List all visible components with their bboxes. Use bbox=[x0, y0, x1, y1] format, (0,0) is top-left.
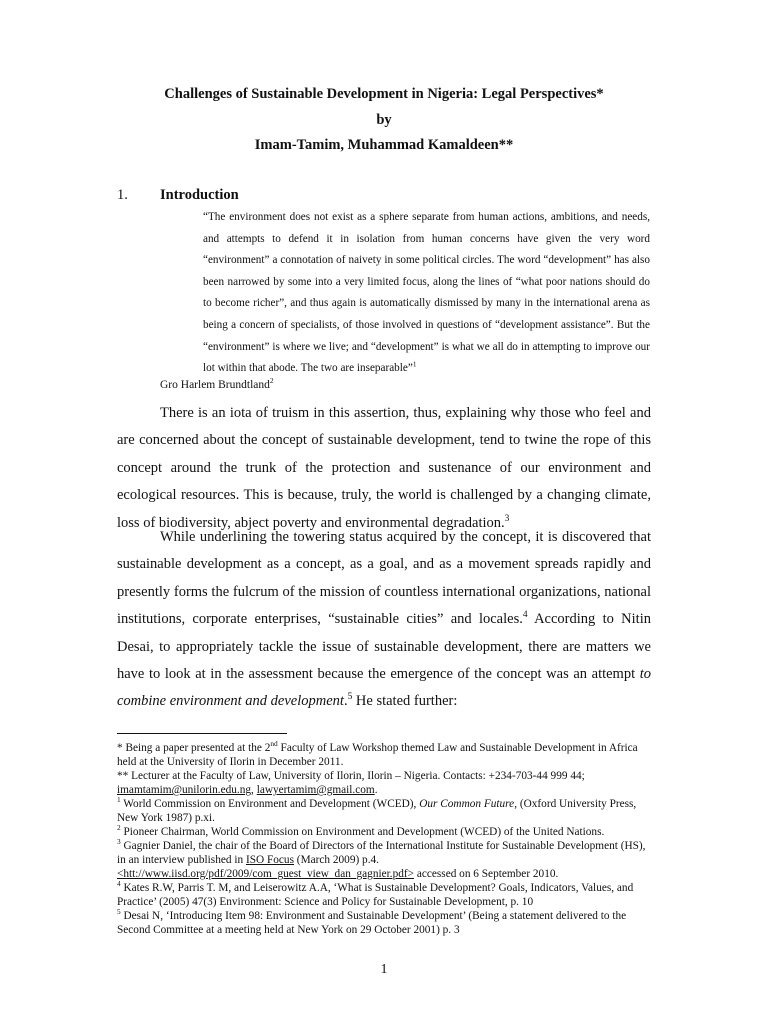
attribution-name: Gro Harlem Brundtland bbox=[160, 379, 270, 391]
footnote-3-text-a: Gagnier Daniel, the chair of the Board of Directors of the International Institute for Sustainable Development (HS), in an interview published in bbox=[117, 840, 646, 866]
email-end: . bbox=[374, 784, 378, 796]
section-number: 1. bbox=[117, 187, 128, 203]
footnote-4-text: Kates R.W, Parris T. M, and Leiserowitz A.A, ‘What is Sustainable Development? Goals, Indicators, Values, and Practice’ (2005) 47(3) Environment: Science and Policy for Sustainable Development, p. 10 bbox=[117, 882, 634, 908]
paper-title: Challenges of Sustainable Development in Nigeria: Legal Perspectives* bbox=[164, 86, 604, 102]
footnote-5-number: 5 bbox=[117, 907, 121, 917]
footnotes bbox=[117, 741, 651, 937]
footnote-4 bbox=[117, 881, 651, 909]
paragraph-2 bbox=[117, 524, 651, 716]
footnote-1 bbox=[117, 797, 651, 825]
footnote-star-text-b: Faculty of Law Workshop themed Law and Sustainable Development in Africa held at the University of Ilorin in December 2011. bbox=[117, 742, 638, 768]
section-title: Introduction bbox=[160, 187, 239, 203]
footnote-2-number: 2 bbox=[117, 823, 121, 833]
footnote-ref-1[interactable]: 1 bbox=[412, 360, 417, 369]
paragraph-2-text-c: . bbox=[343, 693, 348, 710]
footnote-double-star-text: ** Lecturer at the Faculty of Law, University of Ilorin, Ilorin – Nigeria. Contacts: +234-703-44 999 44; bbox=[117, 770, 585, 782]
footnote-5-text: Desai N, ‘Introducing Item 98: Environment and Sustainable Development’ (Being a statement delivered to the Second Committee at a meeting held at New York on 29 October 2001) p. 3 bbox=[117, 910, 627, 936]
paragraph-1-text: There is an iota of truism in this assertion, thus, explaining why those who feel and are concerned about the concept of sustainable development, tend to twine the rope of this concept around the trunk of the protection and sustenance of our environment and ecological resources. This is because, truly, the world is challenged by a changing climate, loss of biodiversity, abject poverty and environmental degradation. bbox=[117, 405, 651, 531]
paragraph-2-text-d: He stated further: bbox=[352, 693, 458, 710]
iisd-url-link[interactable]: <htt://www.iisd.org/pdf/2009/com_guest_view_dan_gagnier.pdf> bbox=[117, 868, 415, 880]
author-name: Imam-Tamim, Muhammad Kamaldeen** bbox=[254, 137, 514, 153]
paragraph-2-text-b: According to Nitin Desai, to appropriately tackle the issue of sustainable development, there are matters we have to look at in the assessment because the emergence of the concept was an attempt bbox=[117, 611, 651, 683]
footnote-star-text-a: * Being a paper presented at the 2 bbox=[117, 742, 271, 754]
section-heading bbox=[117, 187, 239, 204]
footnote-1-italic: Our Common Future bbox=[419, 798, 515, 810]
footnote-2-text: Pioneer Chairman, World Commission on Environment and Development (WCED) of the United Nations. bbox=[120, 826, 605, 838]
footnote-3-text-b: (March 2009) p.4. bbox=[293, 854, 380, 866]
quote-attribution bbox=[160, 376, 274, 391]
footnote-star bbox=[117, 741, 651, 769]
footnote-ref-5[interactable]: 5 bbox=[347, 692, 353, 703]
quote-text: “The environment does not exist as a sphere separate from human actions, ambitions, and needs, and attempts to defend it in isolation from human concerns have given the very word “environment” a connotation of naivety in some political circles. The word “development” has also been narrowed by some into a very limited focus, along the lines of “what poor nations should do to become richer”, and thus again is automatically dismissed by many in the international arena as being a concern of specialists, of those involved in questions of “development assistance”. But the “environment” is where we live; and “development” is what we all do in attempting to improve our lot within that abode. The two are inseparable” bbox=[203, 211, 650, 375]
footnote-4-number: 4 bbox=[117, 879, 121, 889]
footnote-3-text-c: accessed on 6 September 2010. bbox=[414, 868, 559, 880]
page-number: 1 bbox=[380, 962, 388, 977]
paragraph-2-text-a: While underlining the towering status acquired by the concept, it is discovered that sustainable development as a concept, as a goal, and as a movement spreads rapidly and presently forms the fulcrum of the mission of countless international organizations, national institutions, corporate enterprises, “sustainable cities” and locales. bbox=[117, 529, 651, 628]
block-quote bbox=[203, 207, 650, 380]
footnote-1-text-b: , (Oxford University Press, New York 1987) p.xi. bbox=[117, 798, 637, 824]
footnote-5 bbox=[117, 909, 651, 937]
footnote-star-sup: nd bbox=[270, 739, 278, 749]
footnote-1-number: 1 bbox=[117, 795, 121, 805]
paragraph-1 bbox=[117, 400, 651, 537]
footnote-double-star bbox=[117, 769, 651, 797]
footnote-divider bbox=[117, 733, 287, 734]
footnote-3-number: 3 bbox=[117, 837, 121, 847]
email-link-1[interactable]: imamtamim@unilorin.edu.ng bbox=[117, 784, 252, 796]
footnote-ref-2[interactable]: 2 bbox=[269, 376, 274, 386]
footnote-ref-3[interactable]: 3 bbox=[504, 513, 510, 524]
iso-focus-link[interactable]: ISO Focus bbox=[245, 854, 294, 866]
footnote-2 bbox=[117, 825, 651, 839]
footnote-1-text-a: World Commission on Environment and Development (WCED), bbox=[120, 798, 420, 810]
paragraph-2-italic: to combine environment and development bbox=[117, 666, 651, 710]
footnote-ref-4[interactable]: 4 bbox=[522, 610, 528, 621]
footnote-3 bbox=[117, 839, 651, 881]
email-separator: , bbox=[251, 784, 257, 796]
email-link-2[interactable]: lawyertamim@gmail.com bbox=[256, 784, 375, 796]
by-line: by bbox=[376, 112, 392, 128]
